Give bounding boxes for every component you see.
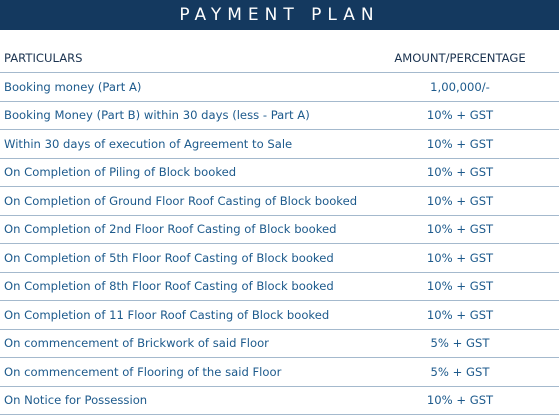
row-particular: On Completion of 2nd Floor Roof Casting of Block booked (4, 222, 337, 237)
row-particular: On Notice for Possession (4, 393, 148, 408)
row-amount: 1,00,000/- (430, 79, 490, 94)
table-row (0, 216, 559, 245)
table-row (0, 187, 559, 216)
table-row (0, 159, 559, 188)
payment-plan-table (0, 44, 559, 415)
table-row (0, 330, 559, 359)
column-header-particulars: PARTICULARS (4, 51, 83, 65)
title-banner (0, 0, 559, 30)
row-amount: 10% + GST (426, 165, 494, 180)
table-row (0, 102, 559, 131)
row-particular: On Completion of 11 Floor Roof Casting of Block booked (4, 307, 330, 322)
page-title: PAYMENT PLAN (179, 5, 380, 25)
row-amount: 5% + GST (430, 336, 490, 351)
column-header-amount: AMOUNT/PERCENTAGE (394, 51, 526, 65)
table-row (0, 301, 559, 330)
row-amount: 10% + GST (426, 279, 494, 294)
table-row (0, 387, 559, 415)
row-particular: Booking money (Part A) (4, 79, 142, 94)
row-particular: On commencement of Brickwork of said Floor (4, 336, 269, 351)
row-particular: Booking Money (Part B) within 30 days (less - Part A) (4, 108, 310, 123)
row-particular: Within 30 days of execution of Agreement to Sale (4, 136, 293, 151)
row-particular: On Completion of Ground Floor Roof Casting of Block booked (4, 193, 358, 208)
row-amount: 10% + GST (426, 393, 494, 408)
row-amount: 10% + GST (426, 222, 494, 237)
row-amount: 10% + GST (426, 193, 494, 208)
row-particular: On Completion of Piling of Block booked (4, 165, 237, 180)
table-row (0, 73, 559, 102)
table-row (0, 244, 559, 273)
table-header-row (0, 44, 559, 73)
row-amount: 10% + GST (426, 136, 494, 151)
row-particular: On commencement of Flooring of the said Floor (4, 364, 282, 379)
row-amount: 10% + GST (426, 250, 494, 265)
row-particular: On Completion of 8th Floor Roof Casting of Block booked (4, 279, 334, 294)
table-row (0, 130, 559, 159)
row-particular: On Completion of 5th Floor Roof Casting of Block booked (4, 250, 334, 265)
row-amount: 5% + GST (430, 364, 490, 379)
table-row (0, 358, 559, 387)
row-amount: 10% + GST (426, 307, 494, 322)
row-amount: 10% + GST (426, 108, 494, 123)
table-row (0, 273, 559, 302)
